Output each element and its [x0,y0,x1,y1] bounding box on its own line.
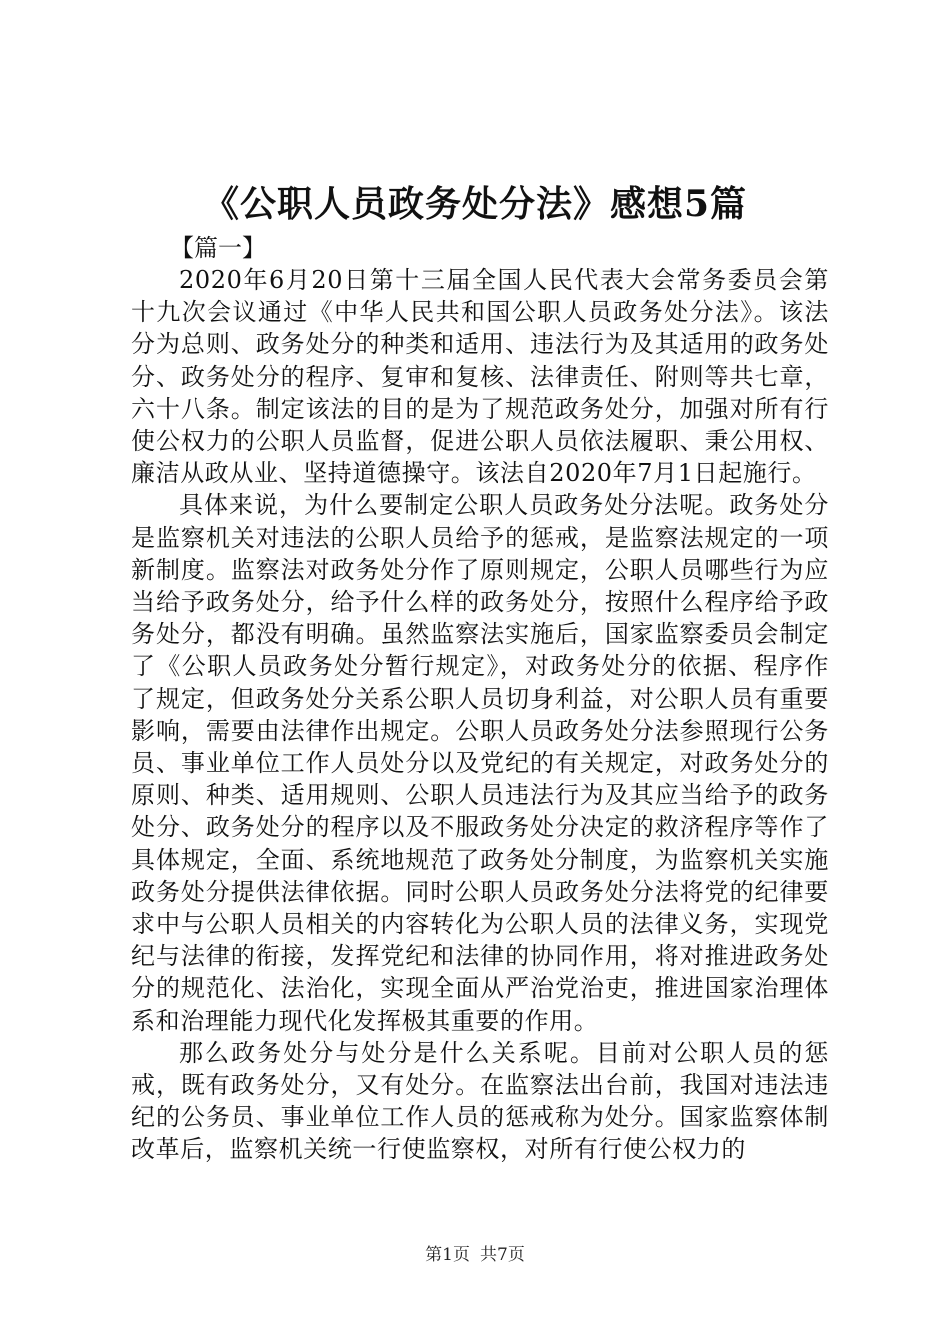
page-total: 共7页 [480,1245,525,1265]
section-label: 【篇一】 [170,234,266,262]
document-title: 《公职人员政务处分法》感想5篇 [202,183,748,225]
paragraph: 那么政务处分与处分是什么关系呢。目前对公职人员的惩戒，既有政务处分，又有处分。在监察法出台前，我国对违法违纪的公务员、事业单位工作人员的惩戒称为处分。国家监察体制改革后，监察机关统一行使监察权，对所有行使公权力的 [131,1038,829,1164]
page-footer [0,1243,950,1267]
paragraph: 具体来说，为什么要制定公职人员政务处分法呢。政务处分是监察机关对违法的公职人员给予的惩戒，是监察法规定的一项新制度。监察法对政务处分作了原则规定，公职人员哪些行为应当给予政务处分，给予什么样的政务处分，按照什么程序给予政务处分，都没有明确。虽然监察法实施后，国家监察委员会制定了《公职人员政务处分暂行规定》，对政务处分的依据、程序作了规定，但政务处分关系公职人员切身利益，对公职人员有重要影响，需要由法律作出规定。公职人员政务处分法参照现行公务员、事业单位工作人员处分以及党纪的有关规定，对政务处分的原则、种类、适用规则、公职人员违法行为及其应当给予的政务处分、政务处分的程序以及不服政务处分决定的救济程序等作了具体规定，全面、系统地规范了政务处分制度，为监察机关实施政务处分提供法律依据。同时公职人员政务处分法将党的纪律要求中与公职人员相关的内容转化为公职人员的法律义务，实现党纪与法律的衔接，发挥党纪和法律的协同作用，将对推进政务处分的规范化、法治化，实现全面从严治党治吏，推进国家治理体系和治理能力现代化发挥极其重要的作用。 [131,491,829,1035]
paragraph: 2020年6月20日第十三届全国人民代表大会常务委员会第十九次会议通过《中华人民共和国公职人员政务处分法》。该法分为总则、政务处分的种类和适用、违法行为及其适用的政务处分、政务处分的程序、复审和复核、法律责任、附则等共七章，六十八条。制定该法的目的是为了规范政务处分，加强对所有行使公权力的公职人员监督，促进公职人员依法履职、秉公用权、廉洁从政从业、坚持道德操守。该法自2020年7月1日起施行。 [131,266,829,488]
document-body [131,264,829,1166]
page-number: 第1页 [425,1245,470,1265]
